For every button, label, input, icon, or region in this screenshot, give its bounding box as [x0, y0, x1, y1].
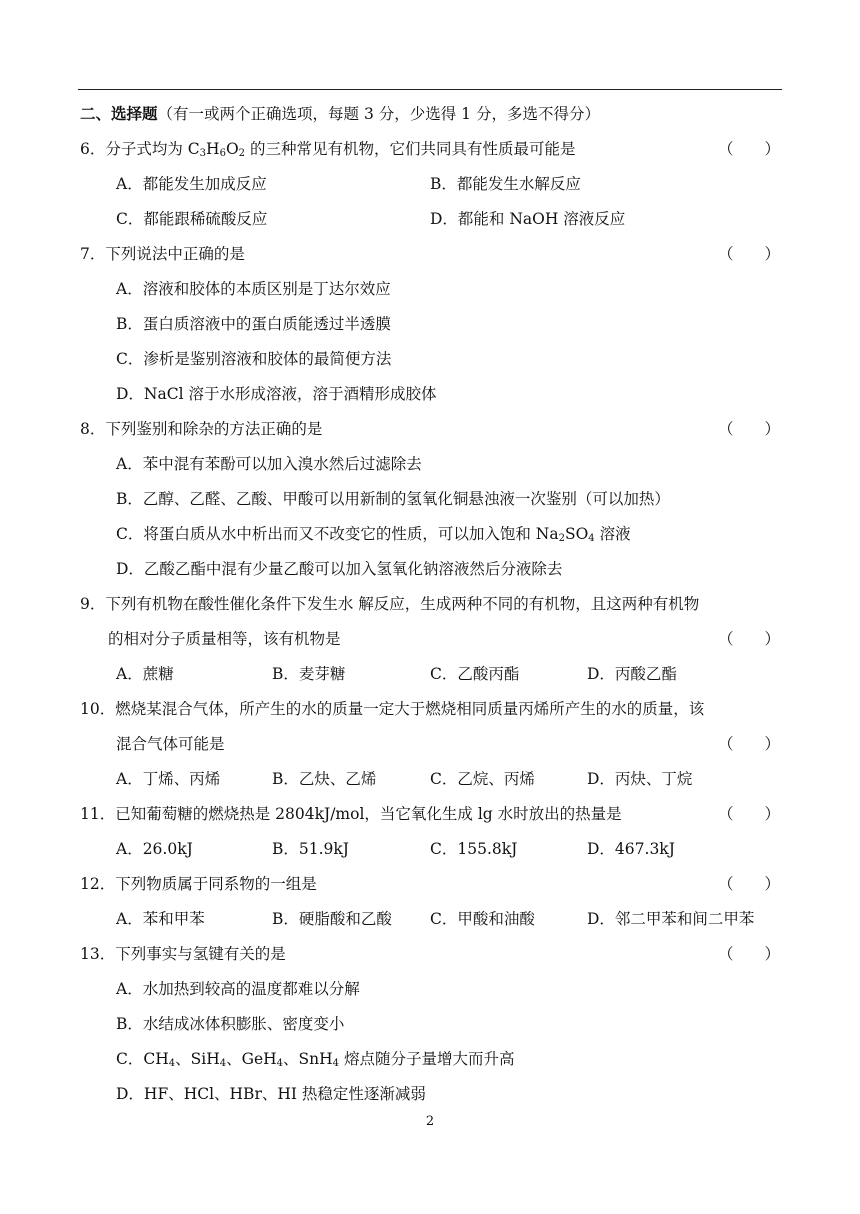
answer-blank-13: （ ）	[718, 945, 781, 963]
q12-option-d: D．邻二甲苯和间二甲苯	[587, 910, 755, 928]
answer-blank-6: （ ）	[718, 140, 781, 158]
q9-option-a: A．蔗糖	[116, 665, 174, 683]
q12-option-b: B．硬脂酸和乙酸	[272, 910, 392, 928]
question-9-stem-line2: 的相对分子质量相等，该有机物是	[108, 630, 341, 648]
q7-option-b: B．蛋白质溶液中的蛋白质能透过半透膜	[116, 315, 391, 333]
q13-option-a: A．水加热到较高的温度都难以分解	[116, 980, 360, 998]
question-8-stem: 8．下列鉴别和除杂的方法正确的是	[80, 420, 323, 438]
answer-blank-9: （ ）	[718, 630, 781, 648]
q8-option-d: D．乙酸乙酯中混有少量乙酸可以加入氢氧化钠溶液然后分液除去	[116, 560, 563, 578]
q6-option-a: A．都能发生加成反应	[116, 175, 267, 193]
q10-option-a: A．丁烯、丙烯	[116, 770, 221, 788]
q10-option-d: D．丙炔、丁烷	[587, 770, 693, 788]
question-7-stem: 7．下列说法中正确的是	[80, 245, 245, 263]
answer-blank-8: （ ）	[718, 420, 781, 438]
q6-option-d: D．都能和 NaOH 溶液反应	[430, 210, 626, 228]
question-10-stem-line1: 10．燃烧某混合气体，所产生的水的质量一定大于燃烧相同质量丙烯所产生的水的质量，该	[80, 700, 705, 718]
answer-blank-12: （ ）	[718, 875, 781, 893]
q12-option-a: A．苯和甲苯	[116, 910, 205, 928]
question-13-stem: 13．下列事实与氢键有关的是	[80, 945, 286, 963]
q8-option-b: B．乙醇、乙醛、乙酸、甲酸可以用新制的氢氧化铜悬浊液一次鉴别（可以加热）	[116, 490, 670, 508]
q9-option-d: D．丙酸乙酯	[587, 665, 677, 683]
q7-option-a: A．溶液和胶体的本质区别是丁达尔效应	[116, 280, 391, 298]
q12-option-c: C．甲酸和油酸	[430, 910, 535, 928]
q11-option-c: C．155.8kJ	[430, 840, 518, 858]
answer-blank-7: （ ）	[718, 245, 781, 263]
question-11-stem: 11．已知葡萄糖的燃烧热是 2804kJ/mol，当它氧化生成 lg 水时放出的热量是	[80, 805, 622, 823]
q13-option-c: C．$CH_4$、SiH$_4$、GeH$_4$、SnH$_4$ 熔点随分子量增大而升高	[116, 1050, 515, 1069]
page-number: 2	[425, 1114, 435, 1129]
header-rule	[78, 89, 782, 90]
section-title: 二、选择题	[80, 104, 158, 123]
q11-option-d: D．467.3kJ	[587, 840, 675, 858]
answer-blank-10: （ ）	[718, 735, 781, 753]
q6-option-c: C．都能跟稀硫酸反应	[116, 210, 268, 228]
q11-option-a: A．26.0kJ	[116, 840, 193, 858]
q10-option-b: B．乙炔、乙烯	[272, 770, 377, 788]
question-9-stem-line1: 9．下列有机物在酸性催化条件下发生水 解反应，生成两种不同的有机物，且这两种有机物	[80, 595, 700, 613]
q8-option-c: C．将蛋白质从水中析出而又不改变它的性质，可以加入饱和 $Na_2SO_4$ 溶液	[116, 525, 631, 544]
section-heading	[80, 104, 600, 124]
q9-option-c: C．乙酸丙酯	[430, 665, 520, 683]
q7-option-c: C．渗析是鉴别溶液和胶体的最简便方法	[116, 350, 392, 368]
question-6-stem: 6．分子式均为 $C_3H_6O_2$ 的三种常见有机物，它们共同具有性质最可能是	[80, 140, 576, 159]
q13-option-b: B．水结成冰体积膨胀、密度变小	[116, 1015, 345, 1033]
q11-option-b: B．51.9kJ	[272, 840, 350, 858]
q13-option-d: D．HF、HCl、HBr、HI 热稳定性逐渐减弱	[116, 1085, 426, 1103]
q7-option-d: D．NaCl 溶于水形成溶液，溶于酒精形成胶体	[116, 385, 437, 403]
question-12-stem: 12．下列物质属于同系物的一组是	[80, 875, 317, 893]
q9-option-b: B．麦芽糖	[272, 665, 346, 683]
q6-option-b: B．都能发生水解反应	[430, 175, 581, 193]
section-note: （有一或两个正确选项，每题 3 分，少选得 1 分，多选不得分）	[157, 105, 600, 123]
question-10-stem-line2: 混合气体可能是	[116, 735, 225, 753]
answer-blank-11: （ ）	[718, 805, 781, 823]
q8-option-a: A．苯中混有苯酚可以加入溴水然后过滤除去	[116, 455, 422, 473]
q10-option-c: C．乙烷、丙烯	[430, 770, 535, 788]
